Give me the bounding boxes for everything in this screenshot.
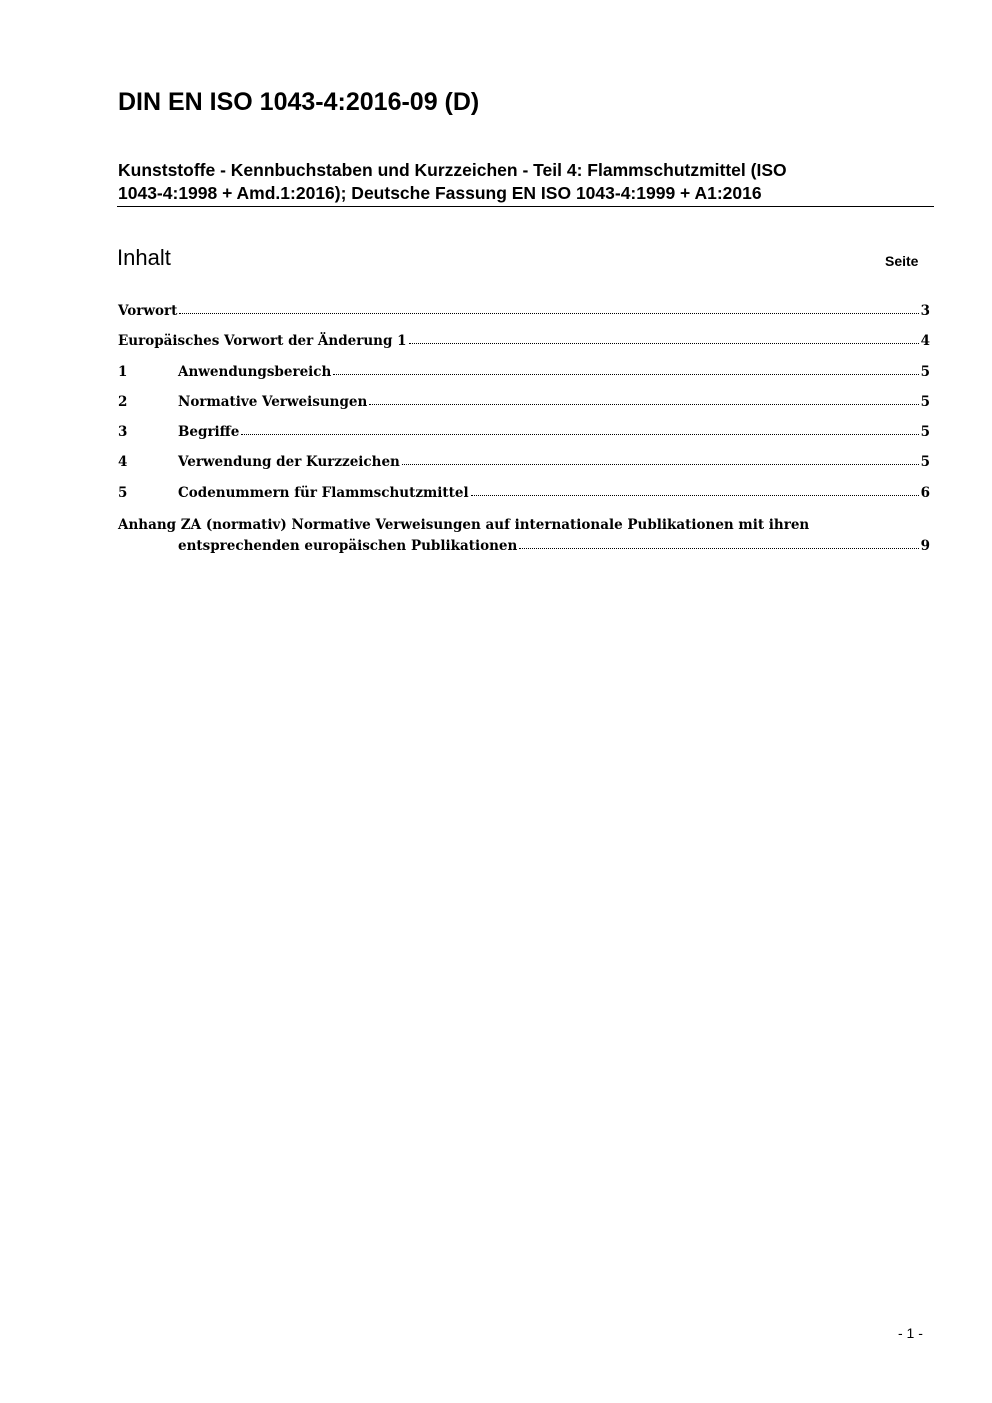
toc-entry-anhang-za[interactable] [118, 515, 930, 557]
toc-entry-number: 3 [118, 424, 128, 441]
table-of-contents [118, 303, 930, 557]
page-number: - 1 - [898, 1325, 923, 1341]
toc-entry-number: 2 [118, 393, 128, 410]
toc-entry-label-line2: entsprechenden europäischen Publikationen [178, 538, 518, 555]
toc-entry-label: Vorwort [118, 303, 178, 319]
toc-dot-leader [519, 548, 918, 549]
toc-dot-leader [471, 495, 919, 496]
toc-entry-label: Normative Verweisungen [178, 393, 368, 410]
document-title [118, 159, 933, 205]
toc-entry-page: 4 [920, 333, 930, 350]
toc-entry-number: 5 [118, 484, 128, 501]
toc-entry-page: 5 [920, 393, 930, 410]
toc-page-column-label: Seite [885, 253, 919, 269]
toc-entry-codenummern[interactable] [118, 485, 930, 515]
toc-entry-label: Europäisches Vorwort der Änderung 1 [118, 333, 407, 350]
toc-entry-number: 1 [118, 363, 128, 380]
toc-entry-page: 5 [920, 363, 930, 380]
toc-entry-page: 5 [920, 454, 930, 471]
document-title-line2: 1043-4:1998 + Amd.1:2016); Deutsche Fassung EN ISO 1043-4:1999 + A1:2016 [118, 183, 762, 203]
document-title-line1: Kunststoffe - Kennbuchstaben und Kurzzeichen - Teil 4: Flammschutzmittel (ISO [118, 160, 787, 180]
toc-entry-anwendungsbereich[interactable] [118, 364, 930, 394]
toc-entry-label: Verwendung der Kurzzeichen [178, 454, 400, 471]
toc-dot-leader [369, 404, 918, 405]
toc-entry-label: Begriffe [178, 424, 240, 441]
toc-entry-label: Codenummern für Flammschutzmittel [178, 484, 469, 501]
toc-entry-begriffe[interactable] [118, 424, 930, 454]
toc-dot-leader [409, 343, 919, 344]
toc-entry-number: 4 [118, 454, 128, 471]
toc-dot-leader [241, 434, 918, 435]
toc-entry-page: 6 [920, 484, 930, 501]
toc-entry-europaeisches-vorwort[interactable] [118, 333, 930, 363]
toc-entry-page: 9 [920, 538, 930, 555]
document-id: DIN EN ISO 1043-4:2016-09 (D) [118, 88, 480, 116]
toc-heading: Inhalt [117, 245, 171, 270]
toc-entry-page: 5 [920, 424, 930, 441]
toc-entry-label: Anwendungsbereich [178, 363, 332, 380]
toc-dot-leader [402, 464, 919, 465]
toc-entry-normative-verweisungen[interactable] [118, 394, 930, 424]
toc-dot-leader [333, 374, 918, 375]
title-divider [117, 206, 934, 207]
toc-dot-leader [179, 313, 918, 314]
toc-entry-verwendung-der-kurzzeichen[interactable] [118, 454, 930, 484]
toc-entry-page: 3 [920, 303, 930, 319]
toc-entry-vorwort[interactable] [118, 303, 930, 333]
toc-entry-label-line1: Anhang ZA (normativ) Normative Verweisungen auf internationale Publikationen mit ihren [118, 517, 810, 534]
